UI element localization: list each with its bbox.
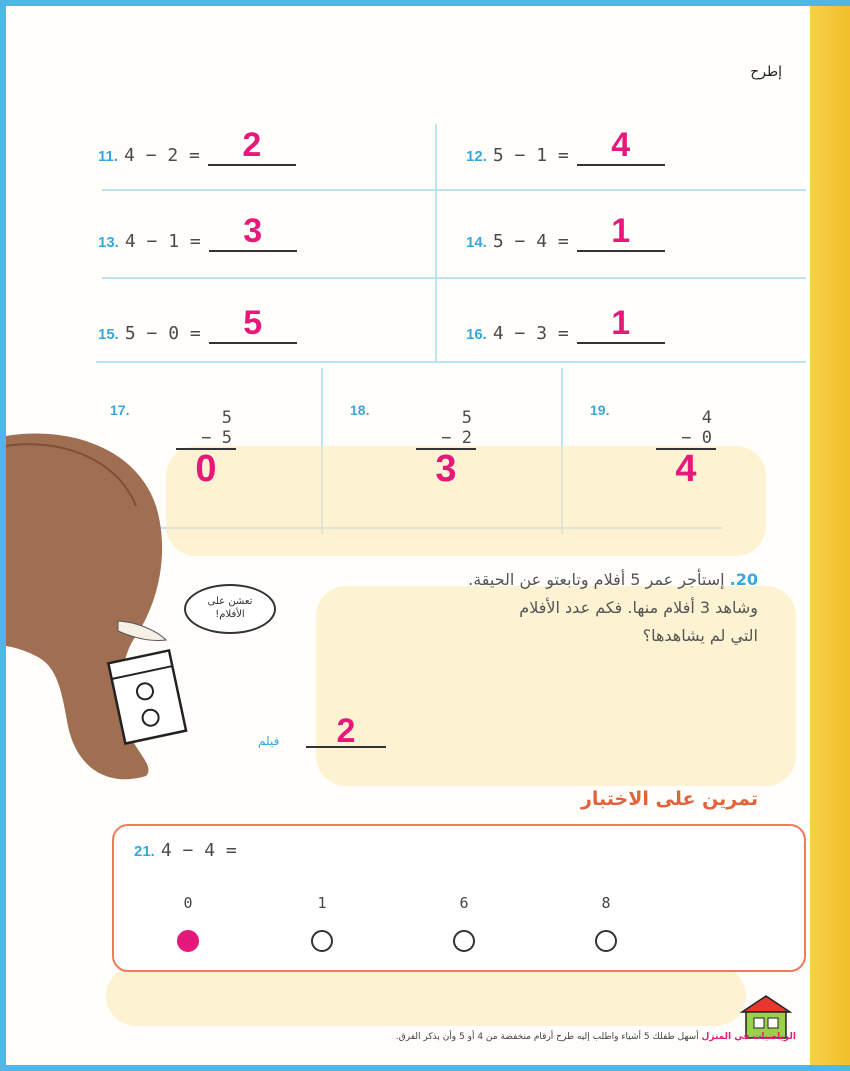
problem-number: 14. [466, 234, 487, 251]
problem-15 [98, 304, 297, 344]
subtrahend: − 5 [176, 428, 236, 450]
answer-blank[interactable] [208, 126, 296, 166]
problem-14 [466, 212, 665, 252]
expression: 4 − 3 = [492, 323, 569, 344]
answer-blank[interactable] [577, 304, 665, 344]
word-text: إستأجر عمر 5 أفلام وتابعتو عن الحيقة. [468, 570, 725, 589]
expression: 5 − 0 = [124, 323, 201, 344]
word-problem-line-3: التي لم يشاهدها؟ [642, 626, 758, 645]
problem-number: 21. [134, 843, 155, 860]
problem-number: 11. [98, 148, 119, 165]
problem-19-number: 19. [590, 402, 610, 418]
problem-17-number: 17. [110, 402, 130, 418]
radio-unselected[interactable] [453, 930, 475, 952]
problem-18 [416, 408, 476, 488]
movie-box-icon [102, 646, 192, 746]
answer-value: 1 [611, 304, 631, 342]
option-8[interactable] [586, 894, 626, 956]
option-1[interactable] [302, 894, 342, 956]
problem-11 [98, 126, 296, 166]
expression: 4 − 4 = [160, 840, 237, 861]
word-problem-20 [338, 566, 758, 650]
subtrahend: − 0 [656, 428, 716, 450]
minuend: 4 [701, 408, 712, 428]
problem-18-number: 18. [350, 402, 370, 418]
option-label: 1 [317, 894, 327, 912]
speech-line-1: تعشن على [207, 596, 253, 607]
answer-blank[interactable] [209, 212, 297, 252]
answer-value: 3 [243, 212, 263, 250]
expression: 4 − 2 = [124, 145, 200, 166]
yellow-wash-bottom [106, 966, 746, 1026]
problem-13 [98, 212, 297, 252]
answer-value: 4 [611, 126, 631, 164]
option-0[interactable] [168, 894, 208, 956]
radio-unselected[interactable] [311, 930, 333, 952]
option-label: 8 [601, 894, 611, 912]
word-problem-line-1 [338, 566, 758, 594]
problem-number: 12. [466, 148, 487, 165]
answer-value: 2 [242, 126, 262, 164]
option-6[interactable] [444, 894, 484, 956]
result[interactable]: 3 [435, 448, 457, 490]
footer-text: أسهل طفلك 5 أشياء واطلب إليه طرح أرقام منخفضة من 4 أو 5 وأن يذكر الفرق. [395, 1032, 699, 1042]
test-practice-title: تمرين على الاختبار [580, 788, 758, 810]
result[interactable]: 4 [675, 448, 697, 490]
footer-note [156, 1032, 796, 1042]
answer-blank[interactable] [577, 126, 665, 166]
speech-bubble [184, 584, 276, 634]
problem-12 [466, 126, 665, 166]
minuend: 5 [221, 408, 232, 428]
radio-selected[interactable] [177, 930, 199, 952]
word-problem-answer: 2 [336, 712, 356, 750]
word-problem-line-2: وشاهد 3 أفلام منها. فكم عدد الأفلام [519, 598, 758, 617]
answer-blank[interactable] [209, 304, 297, 344]
page-title: إطرح [750, 64, 782, 80]
expression: 5 − 1 = [492, 145, 569, 166]
answer-value: 5 [243, 304, 263, 342]
problem-number: 20. [729, 570, 758, 589]
yellow-side-strip [810, 6, 850, 1071]
speech-line-2: الأفلام! [215, 609, 245, 620]
result[interactable]: 0 [195, 448, 217, 490]
answer-value: 1 [611, 212, 631, 250]
expression: 4 − 1 = [124, 231, 201, 252]
problem-number: 13. [98, 234, 119, 251]
answer-blank[interactable] [577, 212, 665, 252]
problem-19 [656, 408, 716, 488]
problem-number: 15. [98, 326, 119, 343]
radio-unselected[interactable] [595, 930, 617, 952]
problem-number: 16. [466, 326, 487, 343]
question-21 [134, 840, 237, 861]
multiple-choice-box [112, 824, 806, 972]
expression: 5 − 4 = [492, 231, 569, 252]
minuend: 5 [461, 408, 472, 428]
footer-lead: الرياضيات في المنزل [701, 1032, 796, 1042]
problem-16 [466, 304, 665, 344]
answer-unit-label: فيلم [258, 734, 280, 748]
option-label: 6 [459, 894, 469, 912]
word-problem-answer-blank[interactable] [306, 712, 386, 748]
option-label: 0 [183, 894, 193, 912]
subtrahend: − 2 [416, 428, 476, 450]
